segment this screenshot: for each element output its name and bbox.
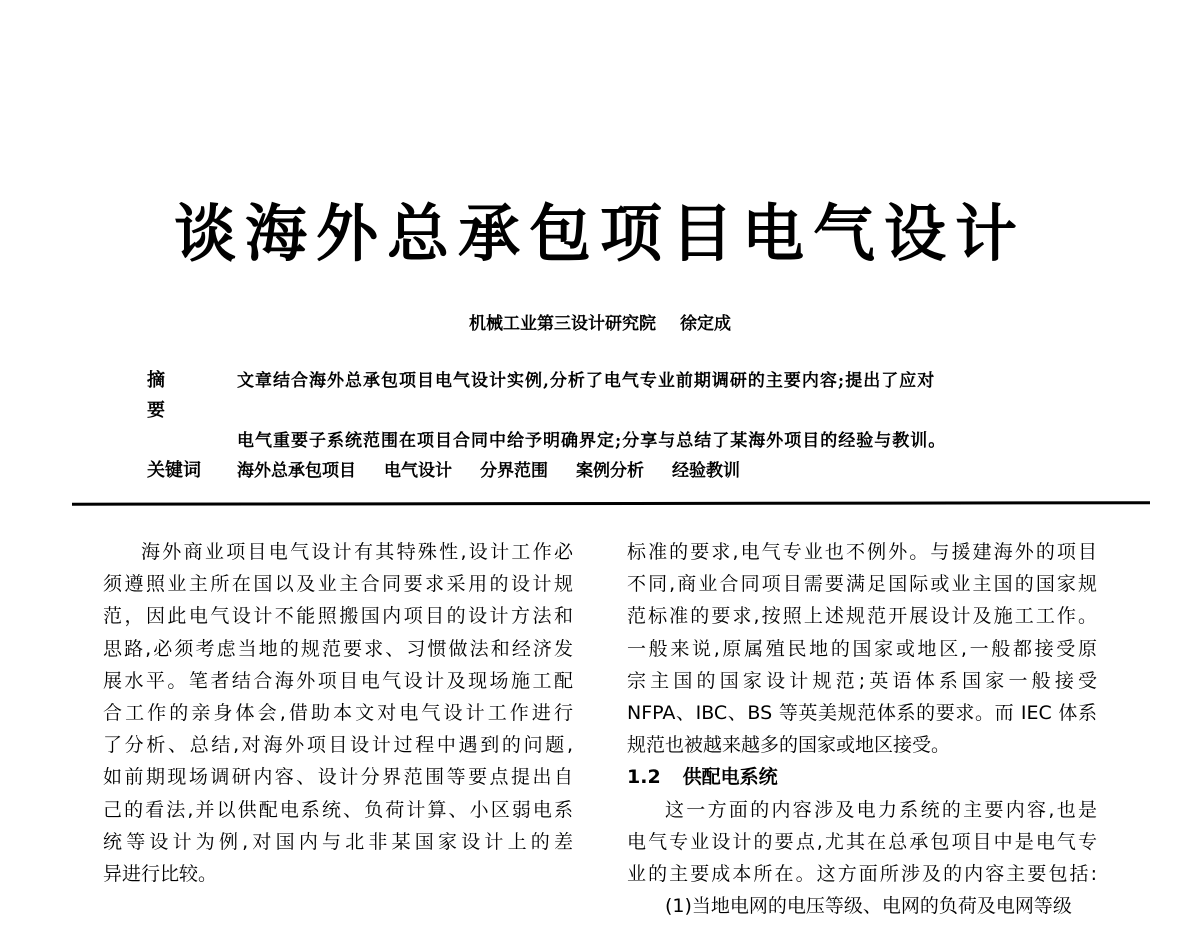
abstract-line-1: 文章结合海外总承包项目电气设计实例,分析了电气专业前期调研的主要内容;提出了应对 bbox=[237, 371, 936, 391]
text-line: 如前期现场调研内容、设计分界范围等要点提出自 bbox=[103, 766, 573, 789]
text-line: 统等设计为例,对国内与北非某国家设计上的差 bbox=[103, 830, 573, 853]
text-line: 业的主要成本所在。这方面所涉及的内容主要包括: bbox=[627, 863, 1097, 886]
text-line: NFPA、IBC、BS 等英美规范体系的要求。而 IEC 体系 bbox=[627, 702, 1097, 725]
text-line: 规范也被越来越多的国家或地区接受。 bbox=[627, 734, 951, 757]
header-divider bbox=[72, 501, 1150, 506]
keyword: 经验教训 bbox=[672, 461, 740, 481]
text-line: 己的看法,并以供配电系统、负荷计算、小区弱电系 bbox=[103, 798, 573, 821]
section-number: 1.2 bbox=[627, 766, 661, 789]
text-line: 了分析、总结,对海外项目设计过程中遇到的问题, bbox=[103, 734, 573, 757]
text-line: 海外商业项目电气设计有其特殊性,设计工作必 bbox=[141, 541, 573, 563]
text-line: 须遵照业主所在国以及业主合同要求采用的设计规 bbox=[103, 573, 573, 596]
abstract-block bbox=[147, 366, 1067, 486]
keyword: 海外总承包项目 bbox=[237, 461, 356, 481]
keywords-label: 关键词 bbox=[147, 460, 201, 481]
text-line: 电气专业设计的要点,尤其在总承包项目中是电气专 bbox=[627, 830, 1097, 853]
keyword: 电气设计 bbox=[384, 461, 452, 481]
keywords-row bbox=[147, 456, 1067, 486]
text-line: 思路,必须考虑当地的规范要求、习惯做法和经济发 bbox=[103, 637, 573, 660]
keyword: 分界范围 bbox=[480, 461, 548, 481]
text-line: 异进行比较。 bbox=[103, 863, 218, 886]
section-title: 供配电系统 bbox=[682, 766, 778, 789]
text-line: 展水平。笔者结合海外项目电气设计及现场施工配 bbox=[103, 669, 573, 692]
text-line: 这一方面的内容涉及电力系统的主要内容,也是 bbox=[665, 798, 1097, 821]
author-name: 徐定成 bbox=[679, 314, 731, 334]
text-line: 范，因此电气设计不能照搬国内项目的设计方法和 bbox=[103, 605, 573, 628]
author-line bbox=[0, 311, 1200, 337]
text-line: 标准的要求,电气专业也不例外。与援建海外的项目 bbox=[627, 541, 1097, 563]
text-line: (1)当地电网的电压等级、电网的负荷及电网等级 bbox=[665, 895, 1072, 918]
section-heading bbox=[627, 761, 1097, 793]
text-line: 合工作的亲身体会,借助本文对电气设计工作进行 bbox=[103, 702, 573, 725]
abstract-row-continued bbox=[147, 426, 1067, 456]
text-line: 一般来说,原属殖民地的国家或地区,一般都接受原 bbox=[627, 637, 1097, 660]
abstract-label: 摘 要 bbox=[147, 370, 185, 421]
text-line: 范标准的要求,按照上述规范开展设计及施工工作。 bbox=[627, 605, 1097, 628]
text-line: 宗主国的国家设计规范;英语体系国家一般接受 bbox=[627, 669, 1097, 692]
text-line: 不同,商业合同项目需要满足国际或业主国的国家规 bbox=[627, 573, 1097, 596]
author-affiliation: 机械工业第三设计研究院 bbox=[469, 314, 657, 334]
abstract-line-2: 电气重要子系统范围在项目合同中给予明确界定;分享与总结了某海外项目的经验与教训。 bbox=[237, 431, 947, 451]
paper-title: 谈海外总承包项目电气设计 bbox=[173, 197, 1026, 270]
right-column bbox=[627, 536, 1097, 922]
keywords-list bbox=[237, 456, 740, 486]
keyword: 案例分析 bbox=[576, 461, 644, 481]
left-column bbox=[103, 536, 573, 890]
abstract-row bbox=[147, 366, 1067, 426]
